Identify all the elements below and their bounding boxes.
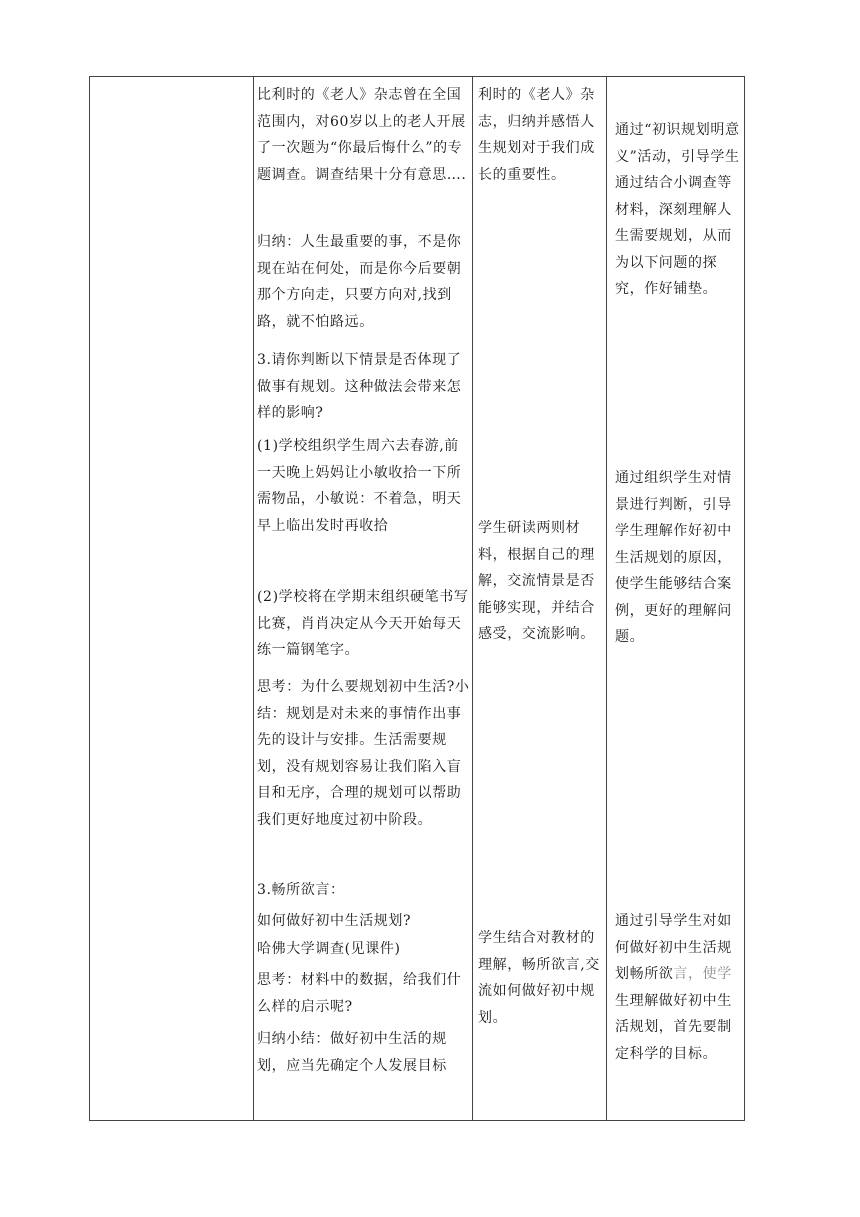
activity-paragraph-1: 利时的《老人》杂志，归纳并感悟人生规划对于我们成长的重要性。 bbox=[478, 87, 595, 183]
content-paragraph-summary: 归纳：人生最重要的事，不是你现在站在何处，而是你今后要朝那个方向走，只要方向对,找到路，就不怕路远。 bbox=[257, 234, 462, 330]
content-line-question: 如何做好初中生活规划? bbox=[257, 913, 412, 929]
content-paragraph-question: 3.请你判断以下情景是否体现了做事有规划。这种做法会带来怎样的影响? bbox=[257, 352, 462, 421]
column-divider bbox=[606, 77, 607, 1120]
lesson-plan-table bbox=[89, 76, 745, 1121]
intent-paragraph-3: 通过引导学生对如何做好初中生活规划畅所欲言，使学生理解做好初中生活规划，首先要制定科学的目标。 bbox=[615, 913, 732, 1062]
content-paragraph-case-2: (2)学校将在学期末组织硬笔书写比赛，肖肖决定从今天开始每天练一篇钢笔字。 bbox=[257, 589, 469, 658]
content-paragraph-conclusion: 归纳小结：做好初中生活的规划，应当先确定个人发展目标 bbox=[257, 1031, 447, 1074]
content-paragraph-reflection: 思考：为什么要规划初中生活?小结：规划是对未来的事情作出事先的设计与安排。生活需要规划，没有规划容易让我们陷入盲目和无序，合理的规划可以帮助我们更好地度过初中阶段。 bbox=[257, 679, 470, 828]
activity-paragraph-3: 学生结合对教材的理解，畅所欲言,交流如何做好初中规划。 bbox=[478, 930, 600, 1026]
intent-paragraph-2: 通过组织学生对情景进行判断，引导学生理解作好初中生活规划的原因，使学生能够结合案例，更好的理解问题。 bbox=[615, 470, 732, 645]
content-paragraph-think: 思考：材料中的数据，给我们什么样的启示呢? bbox=[257, 972, 462, 1015]
content-paragraph-case-1: (1)学校组织学生周六去春游,前一天晚上妈妈让小敏收拾一下所需物品，小敏说：不着急，明天早上临出发时再收拾 bbox=[257, 438, 462, 534]
content-line-survey-ref: 哈佛大学调查(见课件) bbox=[257, 941, 401, 957]
content-paragraph-survey: 比利时的《老人》杂志曾在全国范围内，对60岁以上的老人开展了一次题为“你最后悔什么”的专题调查。调查结果十分有意思…. bbox=[257, 87, 467, 183]
intent-paragraph-1: 通过“初识规划明意义”活动，引导学生通过结合小调查等材料，深刻理解人生需要规划，从而为以下问题的探究，作好铺垫。 bbox=[615, 122, 740, 297]
activity-paragraph-2: 学生研读两则材料，根据自己的理解，交流情景是否能够实现，并结合感受，交流影响。 bbox=[478, 520, 595, 642]
content-heading-speak-freely: 3.畅所欲言： bbox=[257, 882, 345, 898]
column-divider bbox=[472, 77, 473, 1120]
column-divider bbox=[253, 77, 254, 1120]
